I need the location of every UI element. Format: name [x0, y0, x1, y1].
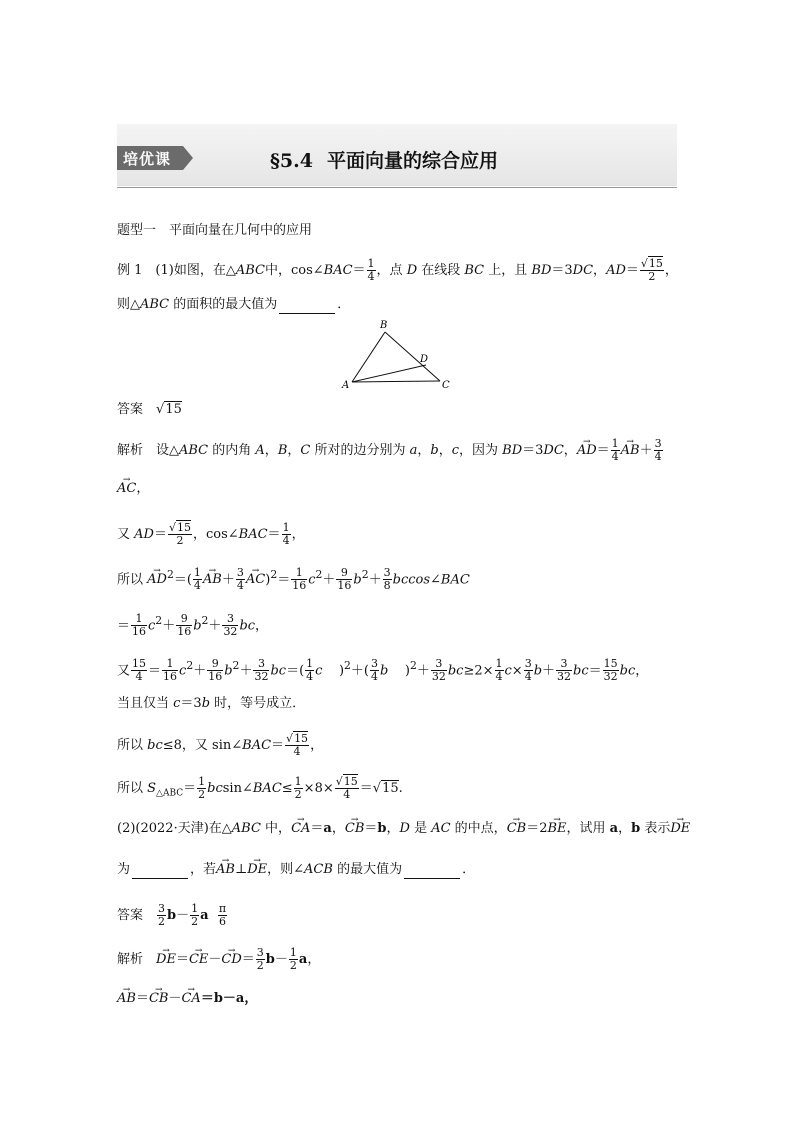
page-title: [270, 146, 498, 173]
solution-line-1: 解析 设△ABC 的内角 A，B，C 所对的边分别为 a，b，c，因为 BD＝3DC，→ AD＝ $\frac{1}{4}$ → AB＋ $\frac{3}{4}$: [117, 438, 664, 463]
solution-line-3: 又 AD＝ $\frac{√15}{2}$ ，cos∠BAC＝ $\frac{1}{4}$ ，: [117, 521, 305, 547]
answer-blank: [279, 313, 335, 314]
answer-1: 答案 √15: [117, 402, 182, 417]
triangle-figure: [340, 318, 455, 390]
example-2-line-2: 为 ，若→ AB⊥→ DE，则∠ACB 的最大值为 ．: [117, 861, 475, 879]
solution-line-2: → AC，: [117, 480, 149, 498]
solution-line-4: 所以 → $AD^2=$( $\frac{1}{4}$ → AB＋ $\frac{3}{4}$ → AC)$^2$＝ $\frac{1}{16}$ $c^2+$ $\frac{9}{16}$ $b^2+$ $\frac{3}{8}$ bccos∠BAC: [117, 566, 470, 592]
title-text: 平面向量的综合应用: [327, 150, 499, 172]
solution-line-5: ＝ $\frac{1}{16}$ $c^2+$ $\frac{9}{16}$ $b^2+$ $\frac{3}{32}$ bc，: [117, 612, 269, 639]
example-1-line-2: 则△ABC 的面积的最大值为 ．: [117, 297, 351, 312]
answer-blank-2: [404, 878, 460, 879]
course-badge: [117, 146, 193, 170]
example-1-line-1: 例 1 (1)如图，在△ABC中，cos∠BAC＝ $\frac{1}{4}$ ，点 D 在线段 BC 上，且 BD＝3DC，AD＝ $\frac{√15}{2}$ ，: [117, 257, 678, 283]
answer-2: 答案 $\frac{3}{2}$ b－ $\frac{1}{2}$ a $\frac{\pi}{6}$: [117, 902, 227, 928]
solution-line-8: 所以 bc≤8，又 sin∠BAC＝ $\frac{√15}{4}$ ，: [117, 732, 324, 758]
answer-blank-1: [132, 878, 188, 879]
solution-2-line-2: → AB＝→ CB－→ CA＝b－a，: [117, 990, 257, 1008]
solution-line-6: 又 $\frac{15}{4}$ ＝ $\frac{1}{16}$ $c^2+$ $\frac{9}{16}$ $b^2+$ $\frac{3}{32}$ bc＝( $\frac{1}{4}$ c )$^2$＋( $\frac{3}{4}$ b )$^2$＋ $\frac{3}{32}$ bc≥2× $\frac{1}{4}$ c× $\frac{3}{4}$ b＋ $\frac{3}{32}$ bc＝ $\frac{15}{32}$ bc，: [117, 657, 649, 684]
label-b: B: [380, 320, 388, 331]
badge-label: 培优课: [123, 150, 172, 168]
solution-line-9: 所以 $S_{\triangle ABC}=$ $\frac{1}{2}$ bcsin∠BAC≤ $\frac{1}{2}$ ×8× $\frac{√15}{4}$ ＝√15.: [117, 775, 403, 801]
section-number: §5.4: [270, 150, 313, 172]
question-type: 题型一 平面向量在几何中的应用: [117, 223, 313, 238]
label-d: D: [420, 354, 429, 365]
header-divider: [117, 187, 677, 188]
solution-line-7: 当且仅当 c＝3b 时，等号成立．: [117, 696, 306, 711]
label-c: C: [442, 380, 450, 390]
solution-2-line-1: 解析 → DE＝→ CE－→ CD＝ $\frac{3}{2}$ b－ $\frac{1}{2}$ a，: [117, 947, 320, 972]
example-2-line-1: (2)(2022·天津)在△ABC 中，→ CA＝a，→ CB＝b，D 是 AC 的中点，→ CB＝2→ BE，试用 a，b 表示→ DE: [117, 820, 690, 838]
label-a: A: [342, 380, 350, 390]
